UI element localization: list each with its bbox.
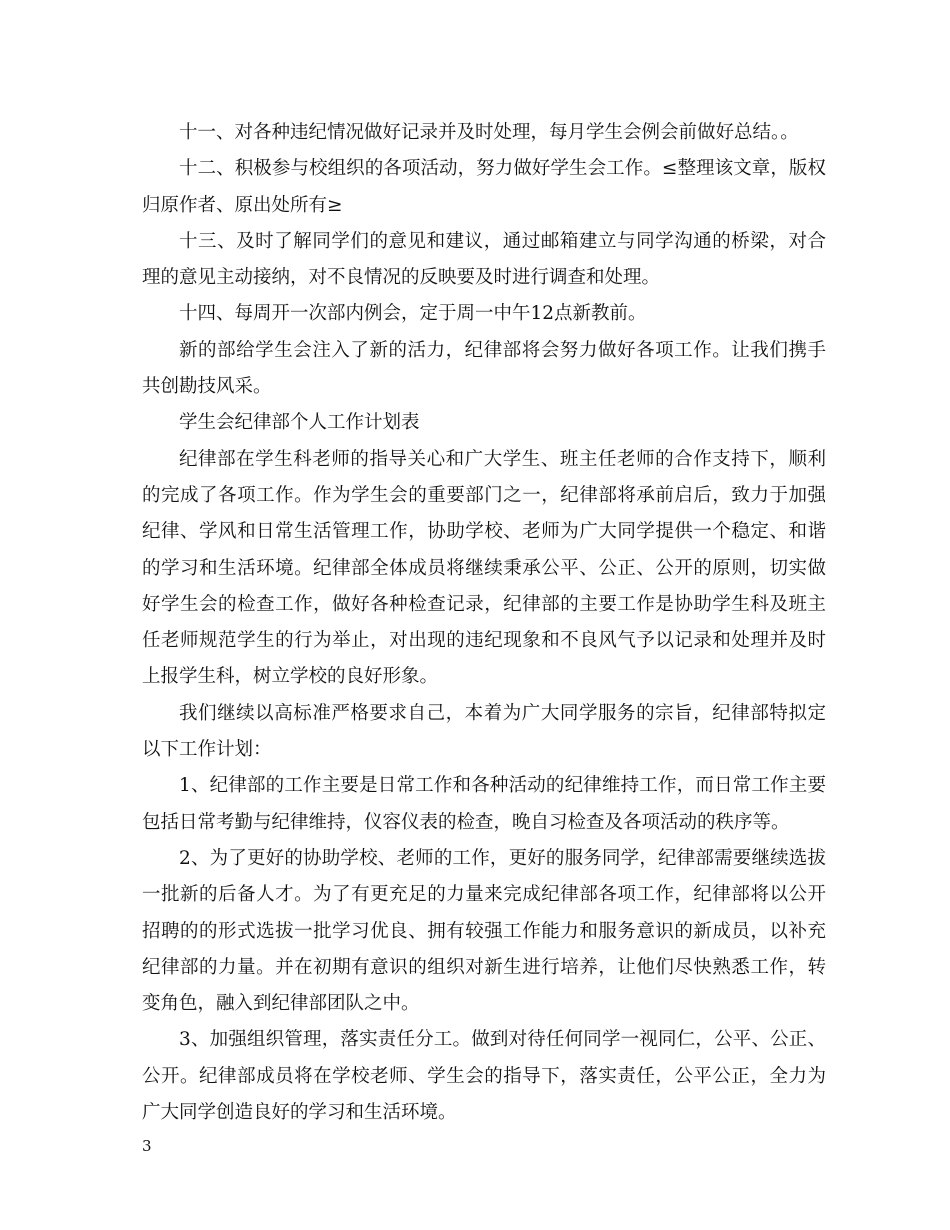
paragraph-closing: 新的部给学生会注入了新的活力，纪律部将会努力做好各项工作。让我们携手共创勘技风采。 [142, 339, 826, 398]
document-body [142, 115, 826, 1131]
paragraph-item-14: 十四、每周开一次部内例会，定于周一中午12点新教前。 [179, 303, 647, 325]
paragraph-item-12: 十二、积极参与校组织的各项活动，努力做好学生会工作。≤整理该文章，版权归原作者、原出处所有≥ [142, 158, 826, 216]
page-number: 3 [142, 1137, 152, 1155]
paragraph-item-11: 十一、对各种违纪情况做好记录并及时处理，每月学生会例会前做好总结。。 [179, 122, 799, 143]
paragraph-plan-1: 1、纪律部的工作主要是日常工作和各种活动的纪律维持工作，而日常工作主要包括日常考勤与纪律维持，仪容仪表的检查，晚自习检查及各项活动的秩序等。 [142, 775, 826, 833]
paragraph-plan-3: 3、加强组织管理，落实责任分工。做到对待任何同学一视同仁，公平、公正、公开。纪律部成员将在学校老师、学生会的指导下，落实责任，公平公正，全力为广大同学创造良好的学习和生活环境。 [142, 1029, 826, 1124]
paragraph-item-13: 十三、及时了解同学们的意见和建议，通过邮箱建立与同学沟通的桥梁，对合理的意见主动接纳，对不良情况的反映要及时进行调查和处理。 [142, 230, 826, 289]
paragraph-intro: 纪律部在学生科老师的指导关心和广大学生、班主任老师的合作支持下，顺利的完成了各项工作。作为学生会的重要部门之一，纪律部将承前启后，致力于加强纪律、学风和日常生活管理工作，协助学校、老师为广大同学提供一个稳定、和谐的学习和生活环境。纪律部全体成员将继续秉承公平、公正、公开的原则，切实做好学生会的检查工作，做好各种检查记录，纪律部的主要工作是协助学生科及班主任老师规范学生的行为举止，对出现的违纪现象和不良风气予以记录和处理并及时上报学生科，树立学校的良好形象。 [142, 448, 826, 688]
section-heading: 学生会纪律部个人工作计划表 [179, 412, 420, 434]
paragraph-plan-2: 2、为了更好的协助学校、老师的工作，更好的服务同学，纪律部需要继续选拔一批新的后备人才。为了有更充足的力量来完成纪律部各项工作，纪律部将以公开招聘的的形式选拔一批学习优良、拥有较强工作能力和服务意识的新成员，以补充纪律部的力量。并在初期有意识的组织对新生进行培养，让他们尽快熟悉工作，转变角色，融入到纪律部团队之中。 [142, 847, 826, 1015]
paragraph-plan-lead: 我们继续以高标准严格要求自己，本着为广大同学服务的宗旨，纪律部特拟定以下工作计划： [142, 702, 826, 761]
